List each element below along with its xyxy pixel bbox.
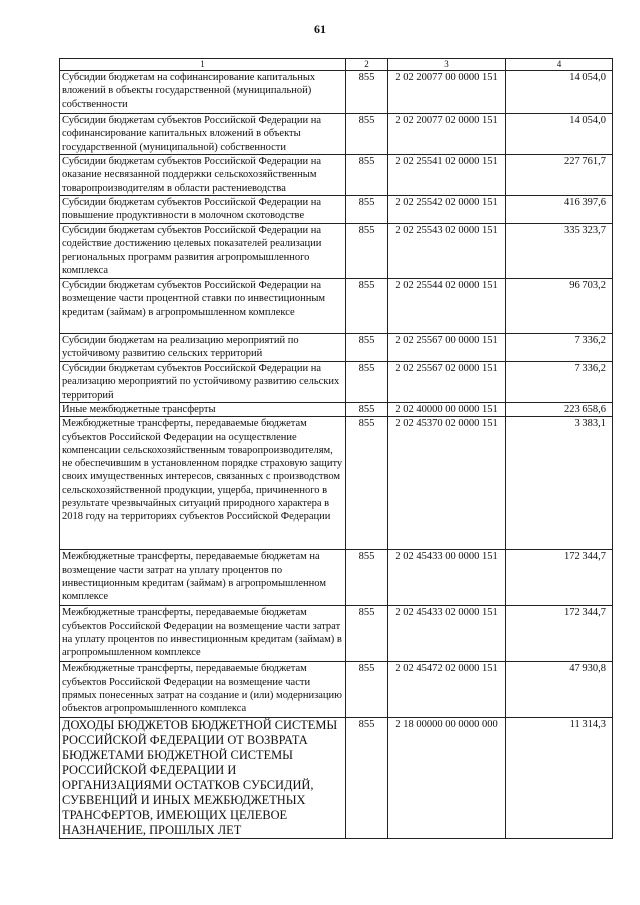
row-amount: 96 703,2 xyxy=(506,279,613,334)
row-budget-code: 2 02 45472 02 0000 151 xyxy=(388,662,506,718)
table-row xyxy=(60,279,613,334)
table-row xyxy=(60,550,613,606)
table-row xyxy=(60,114,613,155)
row-admin-code: 855 xyxy=(346,114,388,155)
row-admin-code: 855 xyxy=(346,334,388,362)
row-budget-code: 2 02 25544 02 0000 151 xyxy=(388,279,506,334)
row-name: Межбюджетные трансферты, передаваемые бюджетам субъектов Российской Федерации на возмещение части прямых понесенных затрат на создание и (или) модернизацию объектов агропромышленного комплекса xyxy=(60,662,346,718)
row-name: Субсидии бюджетам субъектов Российской Федерации на оказание несвязанной поддержки сельскохозяйственным товаропроизводителям в области растениеводства xyxy=(60,155,346,196)
row-admin-code: 855 xyxy=(346,362,388,403)
row-budget-code: 2 02 25567 00 0000 151 xyxy=(388,334,506,362)
row-budget-code: 2 02 45433 02 0000 151 xyxy=(388,606,506,662)
table-row xyxy=(60,155,613,196)
table-row xyxy=(60,662,613,718)
row-name: Иные межбюджетные трансферты xyxy=(60,403,346,417)
column-header-amount: 4 xyxy=(506,59,613,71)
row-budget-code: 2 02 25567 02 0000 151 xyxy=(388,362,506,403)
column-header-name: 1 xyxy=(60,59,346,71)
row-name: Субсидии бюджетам на реализацию мероприятий по устойчивому развитию сельских территорий xyxy=(60,334,346,362)
table-row xyxy=(60,417,613,550)
table-row xyxy=(60,718,613,839)
row-amount: 172 344,7 xyxy=(506,606,613,662)
row-admin-code: 855 xyxy=(346,224,388,279)
column-header-code: 3 xyxy=(388,59,506,71)
table-row xyxy=(60,362,613,403)
table-row xyxy=(60,606,613,662)
row-budget-code: 2 02 45370 02 0000 151 xyxy=(388,417,506,550)
row-name: Субсидии бюджетам на софинансирование капитальных вложений в объекты государственной (муниципальной) собственности xyxy=(60,71,346,114)
table-row xyxy=(60,224,613,279)
row-amount: 227 761,7 xyxy=(506,155,613,196)
row-admin-code: 855 xyxy=(346,718,388,839)
row-amount: 14 054,0 xyxy=(506,114,613,155)
row-admin-code: 855 xyxy=(346,606,388,662)
page-number: 61 xyxy=(314,22,326,36)
table-row xyxy=(60,403,613,417)
row-budget-code: 2 02 25543 02 0000 151 xyxy=(388,224,506,279)
row-name: Межбюджетные трансферты, передаваемые бюджетам на возмещение части затрат на уплату процентов по инвестиционным кредитам (займам) в агропромышленном комплексе xyxy=(60,550,346,606)
row-admin-code: 855 xyxy=(346,71,388,114)
row-budget-code: 2 02 25541 02 0000 151 xyxy=(388,155,506,196)
row-name: Субсидии бюджетам субъектов Российской Федерации на возмещение части процентной ставки по инвестиционным кредитам (займам) в агропромышленном комплексе xyxy=(60,279,346,334)
row-name: Субсидии бюджетам субъектов Российской Федерации на софинансирование капитальных вложений в объекты государственной (муниципальной) собственности xyxy=(60,114,346,155)
row-name: Субсидии бюджетам субъектов Российской Федерации на содействие достижению целевых показателей реализации региональных программ развития агропромышленного комплекса xyxy=(60,224,346,279)
row-amount: 223 658,6 xyxy=(506,403,613,417)
row-amount: 14 054,0 xyxy=(506,71,613,114)
row-budget-code: 2 02 25542 02 0000 151 xyxy=(388,196,506,224)
row-budget-code: 2 02 20077 00 0000 151 xyxy=(388,71,506,114)
row-budget-code: 2 18 00000 00 0000 000 xyxy=(388,718,506,839)
row-name: Межбюджетные трансферты, передаваемые бюджетам субъектов Российской Федерации на осуществление компенсации сельскохозяйственным товаропроизводителям, не обеспечившим в установленном порядке страховую защиту своих имущественных интересов, связанных с производством сельскохозяйственной продукции, ущерба, причиненного в результате чрезвычайных ситуаций природного характера в 2018 году на территориях субъектов Российской Федерации xyxy=(60,417,346,550)
table-row xyxy=(60,71,613,114)
row-amount: 335 323,7 xyxy=(506,224,613,279)
row-admin-code: 855 xyxy=(346,196,388,224)
row-admin-code: 855 xyxy=(346,279,388,334)
budget-table xyxy=(59,58,613,839)
row-amount: 416 397,6 xyxy=(506,196,613,224)
row-amount: 47 930,8 xyxy=(506,662,613,718)
row-name: Межбюджетные трансферты, передаваемые бюджетам субъектов Российской Федерации на возмещение части затрат на уплату процентов по инвестиционным кредитам (займам) в агропромышленном комплексе xyxy=(60,606,346,662)
row-admin-code: 855 xyxy=(346,550,388,606)
row-budget-code: 2 02 40000 00 0000 151 xyxy=(388,403,506,417)
row-amount: 7 336,2 xyxy=(506,334,613,362)
row-amount: 11 314,3 xyxy=(506,718,613,839)
row-admin-code: 855 xyxy=(346,155,388,196)
table-header-row xyxy=(60,59,613,71)
table-row xyxy=(60,334,613,362)
column-header-admin: 2 xyxy=(346,59,388,71)
table-row xyxy=(60,196,613,224)
row-name: ДОХОДЫ БЮДЖЕТОВ БЮДЖЕТНОЙ СИСТЕМЫ РОССИЙСКОЙ ФЕДЕРАЦИИ ОТ ВОЗВРАТА БЮДЖЕТАМИ БЮДЖЕТНОЙ СИСТЕМЫ РОССИЙСКОЙ ФЕДЕРАЦИИ И ОРГАНИЗАЦИЯМИ ОСТАТКОВ СУБСИДИЙ, СУБВЕНЦИЙ И ИНЫХ МЕЖБЮДЖЕТНЫХ ТРАНСФЕРТОВ, ИМЕЮЩИХ ЦЕЛЕВОЕ НАЗНАЧЕНИЕ, ПРОШЛЫХ ЛЕТ xyxy=(60,718,346,839)
row-amount: 3 383,1 xyxy=(506,417,613,550)
row-name: Субсидии бюджетам субъектов Российской Федерации на повышение продуктивности в молочном скотоводстве xyxy=(60,196,346,224)
row-name: Субсидии бюджетам субъектов Российской Федерации на реализацию мероприятий по устойчивому развитию сельских территорий xyxy=(60,362,346,403)
row-budget-code: 2 02 45433 00 0000 151 xyxy=(388,550,506,606)
row-budget-code: 2 02 20077 02 0000 151 xyxy=(388,114,506,155)
row-amount: 172 344,7 xyxy=(506,550,613,606)
row-amount: 7 336,2 xyxy=(506,362,613,403)
row-admin-code: 855 xyxy=(346,403,388,417)
row-admin-code: 855 xyxy=(346,662,388,718)
row-admin-code: 855 xyxy=(346,417,388,550)
